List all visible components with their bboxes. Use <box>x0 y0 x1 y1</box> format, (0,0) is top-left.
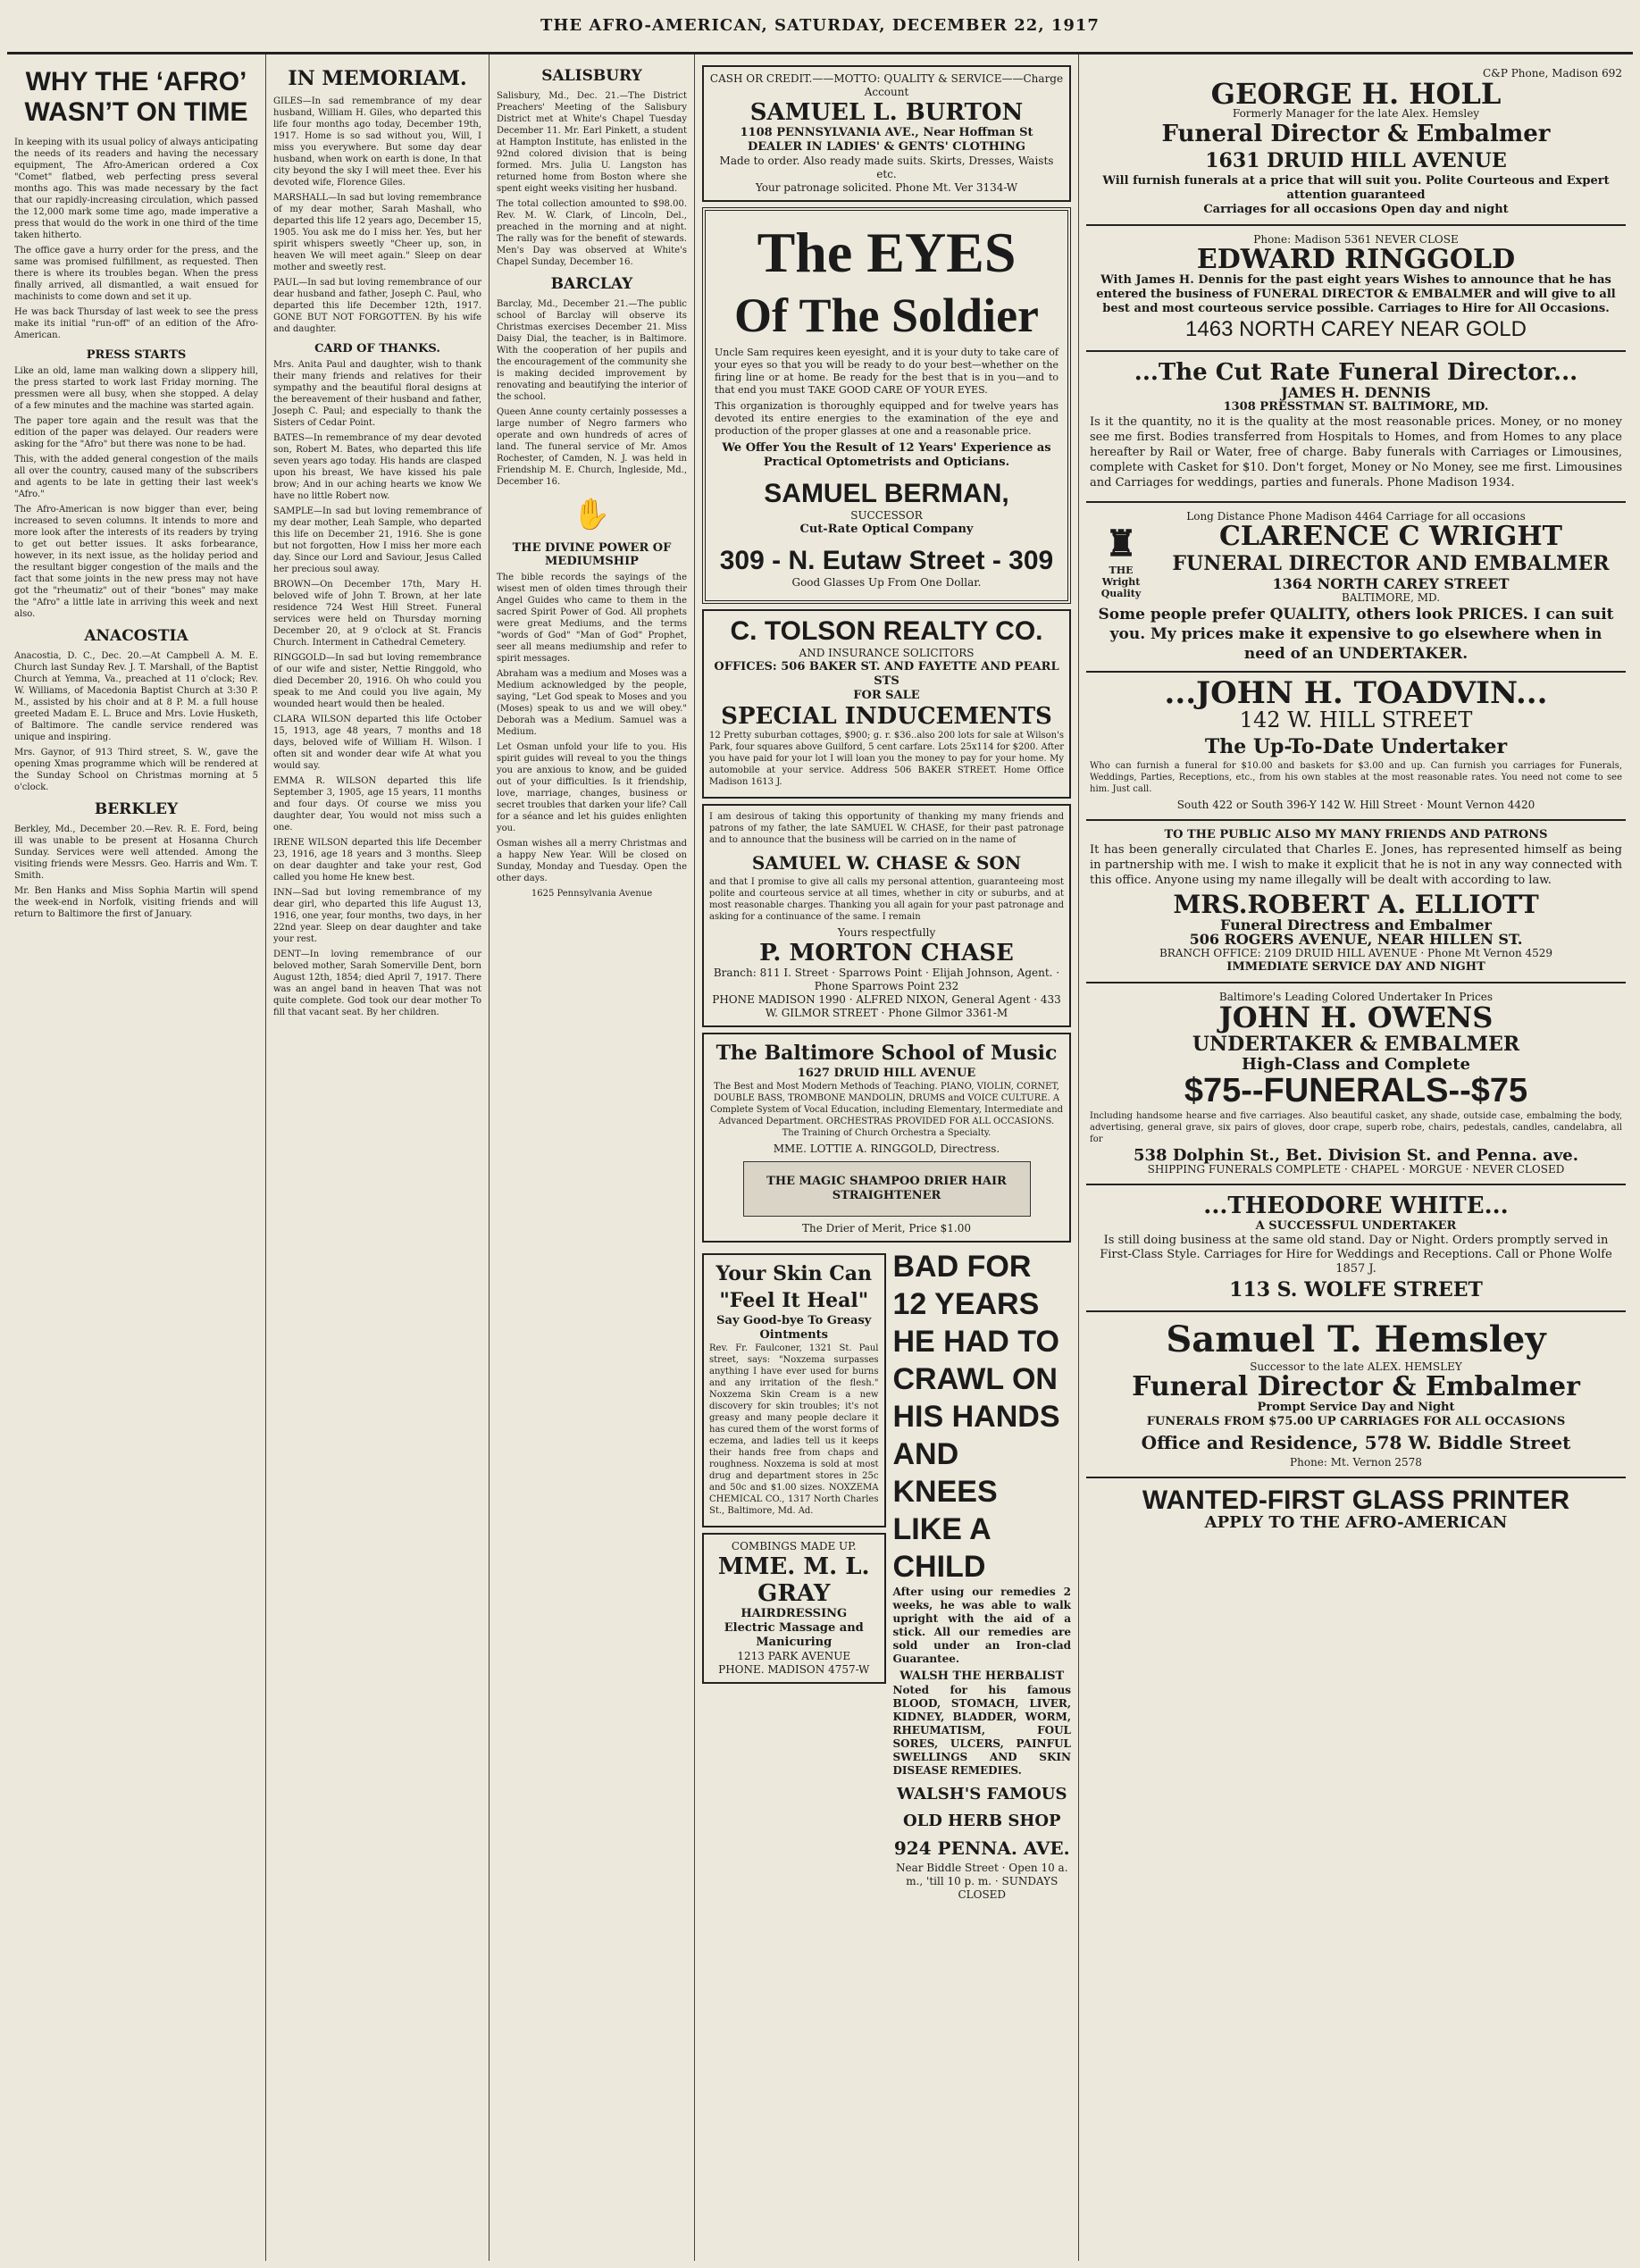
article-text: Abraham was a medium and Moses was a Medium acknowledged by the people, saying, "Let God speak to Moses and you (Moses) speak to us and we will obey." Deborah was a Medium. Samuel was a Medium. <box>497 669 687 737</box>
ad-walsh-text: Noted for his famous BLOOD, STOMACH, LIVER, KIDNEY, BLADDER, WORM, RHEUMATISM, FOUL SORES, ULCERS, PAINFUL SWELLINGS AND SKIN DISEASE REMEDIES. <box>892 1684 1071 1777</box>
ad-eyes-name: SAMUEL BERMAN, <box>764 479 1009 508</box>
ad-gray-phone: PHONE. MADISON 4757-W <box>718 1663 870 1676</box>
memorial-text: SAMPLE—In sad but loving remembrance of my dear mother, Leah Sample, who departed this life on December 21, 1916. She is gone but not forgotten, How I miss her more each day. Since our Lord and Saviour, Jesus Called her precious soul away. <box>273 506 481 574</box>
column-5 <box>1079 54 1633 2261</box>
article-text: The bible records the sayings of the wisest men of olden times through their Angel Guides who came to them in the sacred Spirit Power of God. All prophets were great Mediums, and the terms "words of God" "Man of God" Prophet, seer all means mediumship and refer to spirit messages. <box>497 573 687 664</box>
article-text: Osman wishes all a merry Christmas and a happy New Year. Will be closed on Sunday, Monday and Tuesday. Open the other days. <box>497 839 687 883</box>
ad-eyes-soldier <box>702 207 1071 604</box>
ad-white-name: ...THEODORE WHITE... <box>1203 1193 1509 1219</box>
ad-toadvin-addr: 142 W. HILL STREET <box>1239 707 1473 732</box>
ad-wanted-sub: APPLY TO THE AFRO-AMERICAN <box>1204 1513 1508 1532</box>
ad-eyes-text: This organization is thoroughly equipped and for twelve years has devoted its entire energies to the examination of the eye and production of the proper glasses at one and a reasonable price. <box>715 400 1058 437</box>
ad-walsh-shop: WALSH'S FAMOUS OLD HERB SHOP <box>897 1785 1067 1830</box>
ad-chase-text: and that I promise to give all calls my personal attention, guaranteeing most polite and courteous service at all times, whether in city or suburbs, and at most reasonable charges. Thanking you all again for your past patronage and asking for a continuance of the same. I remain <box>709 877 1064 922</box>
ad-wright-body <box>1090 523 1622 605</box>
article-text: Berkley, Md., December 20.—Rev. R. E. Ford, being ill was unable to be present at Hosanna Church Sunday. Services were well attended. Among the visiting friends were Messrs. Geo. Harris and Wm. T. Smith. <box>14 824 258 881</box>
ad-owens-price: $75--FUNERALS--$75 <box>1184 1072 1528 1109</box>
ad-elliott-branch: BRANCH OFFICE: 2109 DRUID HILL AVENUE · Phone Mt Vernon 4529 <box>1159 947 1553 959</box>
article-text: Mrs. Gaynor, of 913 Third street, S. W., gave the opening Xmas programme which will be rendered at the Sunday School on Christmas morning at 5 o'clock. <box>14 748 258 792</box>
ad-owens-title: UNDERTAKER & EMBALMER <box>1192 1033 1520 1056</box>
memorial-text: BROWN—On December 17th, Mary H. beloved wife of John T. Brown, at her late residence 724 West Hill Street. Funeral services were held on Thursday morning December 20, at 9 o'clock at St. Francis Church. Interment in Cathedral Cemetery. <box>273 580 481 648</box>
ad-toadvin-name: ...JOHN H. TOADVIN... <box>1164 675 1548 711</box>
ad-hemsley-addr: Office and Residence, 578 W. Biddle Street <box>1141 1432 1571 1453</box>
ad-white-title: A SUCCESSFUL UNDERTAKER <box>1255 1219 1457 1233</box>
ad-burton-line: DEALER IN LADIES' & GENTS' CLOTHING <box>747 140 1026 154</box>
ad-gray-name: MME. M. L. GRAY <box>717 1553 870 1607</box>
column-4 <box>695 54 1079 2261</box>
ad-wright-logo-text: THE Wright Quality <box>1100 565 1142 599</box>
memorial-text: GILES—In sad remembrance of my dear husband, William H. Giles, who departed this life four months ago today, December 19th, 1917. Home is so sad without you, Will, I miss you everywhere. But some day dear husband, when work on earth is done, In that city beyond the sky I will meet thee. Ever his devoted wife, Florence Giles. <box>273 96 481 188</box>
ad-hemsley-text2: FUNERALS FROM $75.00 UP CARRIAGES FOR ALL OCCASIONS <box>1146 1415 1566 1428</box>
heading-anacostia: ANACOSTIA <box>84 627 188 645</box>
article-text: The office gave a hurry order for the press, and the same was promised fulfillment, as requested. Then there is where its troubles began. When the press finally arrived, all dismantled, a wait ensued for machinists to come down and set it up. <box>14 246 258 302</box>
memorial-text: EMMA R. WILSON departed this life September 3, 1905, age 15 years, 11 months and four days. Of course we miss you daughter dear, You would not miss such a one. <box>273 776 481 833</box>
comb-product-image <box>743 1161 1031 1217</box>
ad-holl-addr: 1631 DRUID HILL AVENUE <box>1205 149 1507 172</box>
ad-tolson-realty <box>702 609 1071 799</box>
article-text: He was back Thursday of last week to see the press make its initial "run-off" of an edition of the Afro-American. <box>14 307 258 340</box>
article-text: Salisbury, Md., Dec. 21.—The District Preachers' Meeting of the Salisbury District met at White's Chapel Tuesday December 11. Mr. Earl Pinkett, a student at Hampton Institute, has enlisted in the 92nd colored division that is being formed. Mrs. Julia U. Langston has returned home from Boston where she spent eight weeks visiting her husband. <box>497 91 687 194</box>
ad-owens-text: Including handsome hearse and five carriages. Also beautiful casket, any shade, outside case, embalming the body, advertising, general grave, six pairs of gloves, door crape, superb robe, chairs, pedestals, candles, candelabra, all for <box>1090 1111 1622 1144</box>
ad-eyes-company: Cut-Rate Optical Company <box>799 523 974 536</box>
ad-chase-branch: Branch: 811 I. Street · Sparrows Point · Elijah Johnson, Agent. · Phone Sparrows Point 232 <box>713 967 1060 992</box>
ad-wanted-heading: WANTED-FIRST GLASS PRINTER <box>1142 1485 1570 1515</box>
ad-ringgold-phone: Phone: Madison 5361 NEVER CLOSE <box>1253 233 1459 246</box>
ad-music-addr: 1627 DRUID HILL AVENUE <box>797 1067 976 1080</box>
article-text: In keeping with its usual policy of always anticipating the needs of its readers and having the necessary equipment, The Afro-American ordered a Cox "Comet" flatbed, web perfecting press several months ago. This was made necessary by the fact that our rapidly-increasing circulation, which passed the 12,000 mark some time ago, made imperative a press that would do the work in one third of the time taken hitherto. <box>14 138 258 240</box>
ad-walsh-addr: 924 PENNA. AVE. <box>893 1837 1070 1859</box>
ad-holl-phone: C&P Phone, Madison 692 <box>1482 67 1622 80</box>
comb-product-price: The Drier of Merit, Price $1.00 <box>801 1222 972 1234</box>
ad-white <box>1086 1185 1626 1312</box>
ad-noxzema <box>702 1253 886 1527</box>
ad-holl <box>1086 60 1626 226</box>
ad-wright-logo <box>1090 523 1152 599</box>
ad-wright-title: FUNERAL DIRECTOR AND EMBALMER <box>1172 552 1610 575</box>
ad-walsh-foot: Near Biddle Street · Open 10 a. m., 'till 10 p. m. · SUNDAYS CLOSED <box>895 1862 1068 1901</box>
article-text: The total collection amounted to $98.00. Rev. M. W. Clark, of Lincoln, Del., preached in the morning and at night. The rally was for the benefit of stewards. Men's Day was observed at White's Chapel Sunday, December 16. <box>497 199 687 267</box>
ad-toadvin-text: Who can furnish a funeral for $10.00 and baskets for $3.00 and up. Can furnish you carriages for Funerals, Weddings, Parties, Receptions, etc., from his own stables at the most reasonable rates. You need not come to see him. Just call. <box>1090 761 1622 794</box>
ad-tolson-name: C. TOLSON REALTY CO. <box>730 616 1043 646</box>
ad-dennis-name: JAMES H. DENNIS <box>1281 384 1431 401</box>
headline-afro-late: WHY THE ‘AFRO’ WASN’T ON TIME <box>24 67 248 127</box>
article-text: Let Osman unfold your life to you. His spirit guides will reveal to you the things you are anxious to know, and be guided out of your difficulties. Is it friendship, love, marriage, changes, business or secret troubles that darken your life? Call for a séance and let his guides enlighten you. <box>497 742 687 833</box>
memorial-text: RINGGOLD—In sad but loving remembrance of our wife and sister, Nettie Ringgold, who died December 20, 1916. Oh who could you speak to me And could you live again, My wounded heart would then be healed. <box>273 653 481 709</box>
ad-hemsley-text: Prompt Service Day and Night <box>1257 1401 1455 1414</box>
ad-elliott-addr: 506 ROGERS AVENUE, NEAR HILLEN ST. <box>1189 931 1523 948</box>
ad-chase-sign: Yours respectfully <box>837 926 936 939</box>
ad-wanted-printer <box>1086 1478 1626 1537</box>
ad-wright-addr: 1364 NORTH CAREY STREET <box>1272 575 1510 592</box>
ad-burton-name: SAMUEL L. BURTON <box>749 99 1024 126</box>
lower-ads-row <box>702 1248 1071 1902</box>
ad-wright-city: BALTIMORE, MD. <box>1341 591 1441 604</box>
ad-chase-owner: P. MORTON CHASE <box>759 940 1014 967</box>
subheading: CARD OF THANKS. <box>314 342 440 356</box>
ad-holl-text: Will furnish funerals at a price that will suit you. Polite Courteous and Expert attention guaranteed <box>1102 174 1610 202</box>
lower-ads-left <box>702 1248 886 1902</box>
ad-gray-hairdressing <box>702 1533 886 1684</box>
memorial-text: DENT—In loving remembrance of our beloved mother, Sarah Somerville Dent, born August 12th, 1854; died April 7, 1917. There was an angel band in heaven That was not quite complete. God took our dear mother To fill that vacant seat. By her children. <box>273 950 481 1017</box>
comb-product-label: THE MAGIC SHAMPOO DRIER HAIR STRAIGHTENER <box>766 1175 1007 1202</box>
heading-barclay: BARCLAY <box>550 275 633 293</box>
memorial-text: MARSHALL—In sad but loving remembrance of my dear mother, Sarah Mashall, who departed this life 12 years ago, December 15, 1905. You ask me do I miss her. Yes, but her spirit whispers sweetly "Cheer up, son, in heaven We will meet again." Sleep on dear mother and sweetly rest. <box>273 193 481 272</box>
column-3 <box>489 54 695 2261</box>
ad-dennis-text: Is it the quantity, no it is the quality at the most reasonable prices. Money, or no money see me first. Bodies transferred from Hospitals to Homes, and from Homes to any place hereafter by Rail or Water, free of charge. Baby funerals with Carriages or Limousines, complete with Casket for $10. Don't forget, Money or No Money, see me first. Limousines and Carriages for weddings, parties and funerals. Phone Madison 1934. <box>1090 415 1622 490</box>
ad-chase-name: SAMUEL W. CHASE & SON <box>751 852 1022 874</box>
ad-white-text: Is still doing business at the same old stand. Day or Night. Orders promptly served in First-Class Style. Carriages for Hire for Weddings and Receptions. Call or Phone Wolfe 1857 J. <box>1100 1234 1612 1276</box>
ad-owens-foot: SHIPPING FUNERALS COMPLETE · CHAPEL · MORGUE · NEVER CLOSED <box>1147 1163 1565 1176</box>
column-1 <box>7 54 266 2261</box>
ad-elliott-foot: IMMEDIATE SERVICE DAY AND NIGHT <box>1226 960 1485 974</box>
ad-tolson-text: 12 Pretty suburban cottages, $900; g. r. $36..also 200 lots for sale at Wilson's Park, four squares above Guilford, 5 cent carfare. Lots 25x114 for $200. After you have paid for your lot I will loan you the money to pay for your home. My automobile at your service. Address 506 BAKER STREET. Home Office Madison 1613 J. <box>709 731 1064 787</box>
ad-eyes-address: 309 - N. Eutaw Street - 309 <box>719 546 1054 575</box>
ad-elliott-name: MRS.ROBERT A. ELLIOTT <box>1173 890 1539 919</box>
ad-music-text: The Best and Most Modern Methods of Teaching. PIANO, VIOLIN, CORNET, DOUBLE BASS, TROMBONE MANDOLIN, DRUMS and VOICE CULTURE. A Complete System of Vocal Education, including Elementary, Intermediate and Advanced Department. ORCHESTRAS PROVIDED FOR ALL OCCASIONS. The Training of Church Orchestra a Specialty. <box>709 1082 1064 1138</box>
ad-ringgold-name: EDWARD RINGGOLD <box>1196 244 1516 275</box>
ad-burton <box>702 65 1071 202</box>
ad-chase <box>702 804 1071 1027</box>
ad-white-addr: 113 S. WOLFE STREET <box>1229 1278 1483 1301</box>
ad-eyes-offer: We Offer You the Result of 12 Years' Experience as Practical Optometrists and Opticians. <box>722 441 1051 469</box>
memorial-text: BATES—In remembrance of my dear devoted son, Robert M. Bates, who departed this life seven years ago today. His hands are clasped upon his breast, We have kissed his pale brow; And in our aching hearts we know We have no little Robert now. <box>273 433 481 501</box>
ad-hemsley-phone: Phone: Mt. Vernon 2578 <box>1290 1456 1422 1469</box>
ad-walsh-name: WALSH THE HERBALIST <box>899 1670 1065 1683</box>
ad-dennis-addr: 1308 PRESSTMAN ST. BALTIMORE, MD. <box>1223 400 1489 414</box>
ad-eyes-title-2: Of The Soldier <box>733 289 1040 342</box>
article-text: Mr. Ben Hanks and Miss Sophia Martin will spend the week-end in Norfolk, visiting friends and will return to Baltimore the first of January. <box>14 886 258 919</box>
ad-walsh-headline: BAD FOR 12 YEARS HE HAD TO CRAWL ON HIS HANDS AND KNEES LIKE A CHILD <box>892 1250 1060 1584</box>
ad-skin-text: Rev. Fr. Faulconer, 1321 St. Paul street, says: "Noxzema surpasses anything I have ever used for burns and any irritation of the flesh." Noxzema Skin Cream is a new discovery for skin troubles; it's not greasy and many people declare it has cured them of the worst forms of eczema, and ladies tell us it keeps their hands free from chaps and roughness. Noxzema is sold at most drug and department stores in 25c and 50c and $1.00 sizes. NOXZEMA CHEMICAL CO., 1317 North Charles St., Baltimore, Md. Ad. <box>709 1343 879 1516</box>
ad-chase-text: I am desirous of taking this opportunity of thanking my many friends and patrons of my father, the late SAMUEL W. CHASE, for their past patronage and to announce that the business will be carried on in the name of <box>709 812 1064 845</box>
ad-hemsley-sub: Successor to the late ALEX. HEMSLEY <box>1250 1360 1462 1373</box>
ad-gray-top: COMBINGS MADE UP. <box>731 1540 857 1552</box>
palm-hand-icon: ✋ <box>573 497 611 532</box>
heading-salisbury: SALISBURY <box>541 67 642 85</box>
ad-burton-foot: Your patronage solicited. Phone Mt. Ver 3134-W <box>755 181 1018 194</box>
ad-walsh-text: After using our remedies 2 weeks, he was able to walk upright with the aid of a stick. All our remedies are sold under an Iron-clad Guarantee. <box>892 1586 1071 1665</box>
ad-eyes-text: Uncle Sam requires keen eyesight, and it is your duty to take care of your eyes so that you will be ready to do your best—whether on the firing line or at home. Be ready for the best that is in you—and to that end you must TAKE GOOD CARE OF YOUR EYES. <box>715 347 1058 396</box>
ad-tolson-special: SPECIAL INDUCEMENTS <box>721 703 1052 730</box>
memorial-text: Mrs. Anita Paul and daughter, wish to thank their many friends and relatives for their sympathy and the beautiful floral designs at the bereavement of their husband and father, Joseph C. Paul; and especially to thank the Sisters of Cedar Point. <box>273 360 481 428</box>
column-2 <box>266 54 489 2261</box>
ad-holl-foot: Carriages for all occasions Open day and night <box>1203 203 1509 216</box>
ad-gray-sub2: Electric Massage and Manicuring <box>724 1621 864 1649</box>
ad-hemsley-name: Samuel T. Hemsley <box>1166 1318 1546 1360</box>
ad-ringgold-text: With James H. Dennis for the past eight years Wishes to announce that he has entered the business of FUNERAL DIRECTOR & EMBALMER and will give to all best and most courteous service possible. Carriages to Hire for All Occasions. <box>1096 273 1616 315</box>
memorial-text: CLARA WILSON departed this life October 15, 1913, age 48 years, 7 months and 18 days, beloved wife of William H. Wilson. I often sit and wonder dear wife At what you would say. <box>273 715 481 771</box>
article-text: Like an old, lame man walking down a slippery hill, the press started to work last Friday morning. The pressmen were all busy, when she stopped. A delay of a few minutes and the machine was started again. <box>14 366 258 411</box>
ad-wright-main <box>1159 523 1622 605</box>
ad-elliott <box>1086 821 1626 983</box>
ad-elliott-title: Funeral Directress and Embalmer <box>1220 916 1492 933</box>
article-text: Barclay, Md., December 21.—The public school of Barclay will observe its Christmas exercises December 21. Miss Daisy Dial, the teacher, is in Baltimore. With the cooperation of her pupils and the encouragement of the community she is making decided improvement by renovating and beautifying the interior of the school. <box>497 299 687 402</box>
memorial-text: INN—Sad but loving remembrance of my dear girl, who departed this life August 13, 1916, one year, four months, two days, in her 22nd year. Sleep on dear daughter and take your rest. <box>273 888 481 944</box>
ad-skin-title-1: Your Skin Can <box>715 1262 873 1285</box>
ad-ringgold-addr: 1463 NORTH CAREY NEAR GOLD <box>1185 317 1527 341</box>
ad-holl-name: GEORGE H. HOLL <box>1210 77 1502 111</box>
ad-eyes-title-1: The EYES <box>757 221 1017 284</box>
article-text: Anacostia, D. C., Dec. 20.—At Campbell A. M. E. Church last Sunday Rev. J. T. Marshall, of the Baptist Church at Yemma, Va., preached at 11 o'clock; Rev. W. Williams, of Macedonia Baptist Church at 3:30 P. M., assisted by his choir and at 8 P. M. a full house greeted Madam E. L. Bruce and Mrs. Lovie Husketh, of Baltimore. The candle service rendered was unique and inspiring. <box>14 651 258 742</box>
ad-elliott-heading: TO THE PUBLIC ALSO MY MANY FRIENDS AND PATRONS <box>1164 828 1548 841</box>
ad-dennis-title: ...The Cut Rate Funeral Director... <box>1134 359 1578 386</box>
ad-skin-title-2: "Feel It Heal" <box>719 1289 869 1312</box>
ad-ringgold <box>1086 226 1626 352</box>
ad-wright <box>1086 503 1626 673</box>
ad-elliott-text: It has been generally circulated that Charles E. Jones, has represented himself as being in partnership with me. I wish to make it explicit that he is not in any way connected with this office. Anyone using my name illegally will be dealt with according to law. <box>1090 843 1622 887</box>
headline-in-memoriam: IN MEMORIAM. <box>288 67 467 90</box>
memorial-text: IRENE WILSON departed this life December 23, 1916, age 18 years and 3 months. Sleep on dear daughter and take your rest, God called you home He knew best. <box>273 838 481 883</box>
article-text: The Afro-American is now bigger than ever, being increased to seven columns. It intends to more and more look after the interests of its readers by trying to get out better issues. It asks forbearance, however, in its next issue, as the holiday period and the resultant bigger congestion of the mails and the fact that some joints in the new press may not have got the "rheumatiz" out of their "bones" may make the "Afro" a little late in arriving this week and next also. <box>14 505 258 619</box>
ad-wright-text: Some people prefer QUALITY, others look PRICES. I can suit you. My prices make it expensive to go elsewhere when in need of an UNDERTAKER. <box>1098 606 1614 663</box>
ad-toadvin-title: The Up-To-Date Undertaker <box>1204 735 1508 758</box>
ad-dennis <box>1086 352 1626 503</box>
article-text: Queen Anne county certainly possesses a large number of Negro farmers who operate and own hundreds of acres of land. The funeral service of Mr. Amos Rochester, of Camden, N. J. was held in Friendship M. E. Church, Ingleside, Md., December 16. <box>497 407 687 487</box>
ad-toadvin-foot: South 422 or South 396-Y 142 W. Hill Street · Mount Vernon 4420 <box>1176 799 1535 811</box>
article-text: The paper tore again and the result was that the edition of the paper was delayed. Our readers were asking for the "Afro" but there was none to be had. <box>14 416 258 449</box>
memorial-text: PAUL—In sad but loving remembrance of our dear husband and father, Joseph C. Paul, who departed this life December 12th, 1917. GONE BUT NOT FORGOTTEN. By his wife and daughter. <box>273 278 481 334</box>
heading-divine-power: THE DIVINE POWER OF MEDIUMSHIP <box>512 541 672 568</box>
ad-hemsley <box>1086 1312 1626 1478</box>
ad-skin-title-3: Say Good-bye To Greasy Ointments <box>716 1314 872 1342</box>
ad-burton-addr: 1108 PENNSYLVANIA AVE., Near Hoffman St <box>740 126 1033 139</box>
ad-toadvin <box>1086 673 1626 821</box>
ad-owens-addr: 538 Dolphin St., Bet. Division St. and Penna. ave. <box>1133 1146 1579 1165</box>
ad-burton-top: CASH OR CREDIT.——MOTTO: QUALITY & SERVICE——Charge Account <box>709 72 1064 98</box>
article-text: This, with the added general congestion of the mails all over the country, caused many of the subscribers and agents to be late in getting their last week's "Afro." <box>14 455 258 499</box>
ad-eyes-footer: Good Glasses Up From One Dollar. <box>791 576 982 589</box>
ad-tolson-sub: AND INSURANCE SOLICITORS <box>799 647 975 659</box>
masthead: THE AFRO-AMERICAN, SATURDAY, DECEMBER 22, 1917 <box>7 0 1633 54</box>
ad-eyes-successor: SUCCESSOR <box>850 509 923 522</box>
ad-chase-office: PHONE MADISON 1990 · ALFRED NIXON, General Agent · 433 W. GILMOR STREET · Phone Gilmor 3361-M <box>712 993 1061 1019</box>
ad-music-director: MME. LOTTIE A. RINGGOLD, Directress. <box>773 1142 1000 1155</box>
ad-owens-top: Baltimore's Leading Colored Undertaker In Prices <box>1218 991 1494 1003</box>
ad-burton-sub: Made to order. Also ready made suits. Skirts, Dresses, Waists etc. <box>719 155 1054 180</box>
ad-tolson-offices: OFFICES: 506 BAKER ST. AND FAYETTE AND PEARL STS <box>714 660 1059 688</box>
ad-baltimore-school-music <box>702 1033 1071 1243</box>
ad-tolson-sale: FOR SALE <box>853 689 920 702</box>
ad-holl-title: Funeral Director & Embalmer <box>1161 121 1551 147</box>
ad-gray-addr: 1213 PARK AVENUE <box>737 1650 851 1662</box>
heading-berkley: BERKLEY <box>94 800 179 818</box>
ad-owens <box>1086 983 1626 1185</box>
ad-owens-sub: High-Class and Complete <box>1242 1055 1470 1074</box>
ad-hemsley-title: Funeral Director & Embalmer <box>1132 1371 1580 1402</box>
subheading: PRESS STARTS <box>86 348 187 362</box>
article-address: 1625 Pennsylvania Avenue <box>531 889 653 899</box>
columns <box>7 54 1633 2261</box>
lower-ads-right <box>893 1248 1072 1902</box>
ad-owens-name: JOHN H. OWENS <box>1218 1000 1494 1034</box>
ad-wright-phone: Long Distance Phone Madison 4464 Carriage for all occasions <box>1186 510 1526 523</box>
ad-wright-name: CLARENCE C WRIGHT <box>1219 521 1562 552</box>
ad-gray-sub: HAIRDRESSING <box>741 1607 848 1620</box>
ad-holl-sub: Formerly Manager for the late Alex. Hemsley <box>1232 107 1480 120</box>
ad-music-name: The Baltimore School of Music <box>715 1042 1058 1065</box>
lamp-icon: ♜ <box>1105 523 1137 565</box>
